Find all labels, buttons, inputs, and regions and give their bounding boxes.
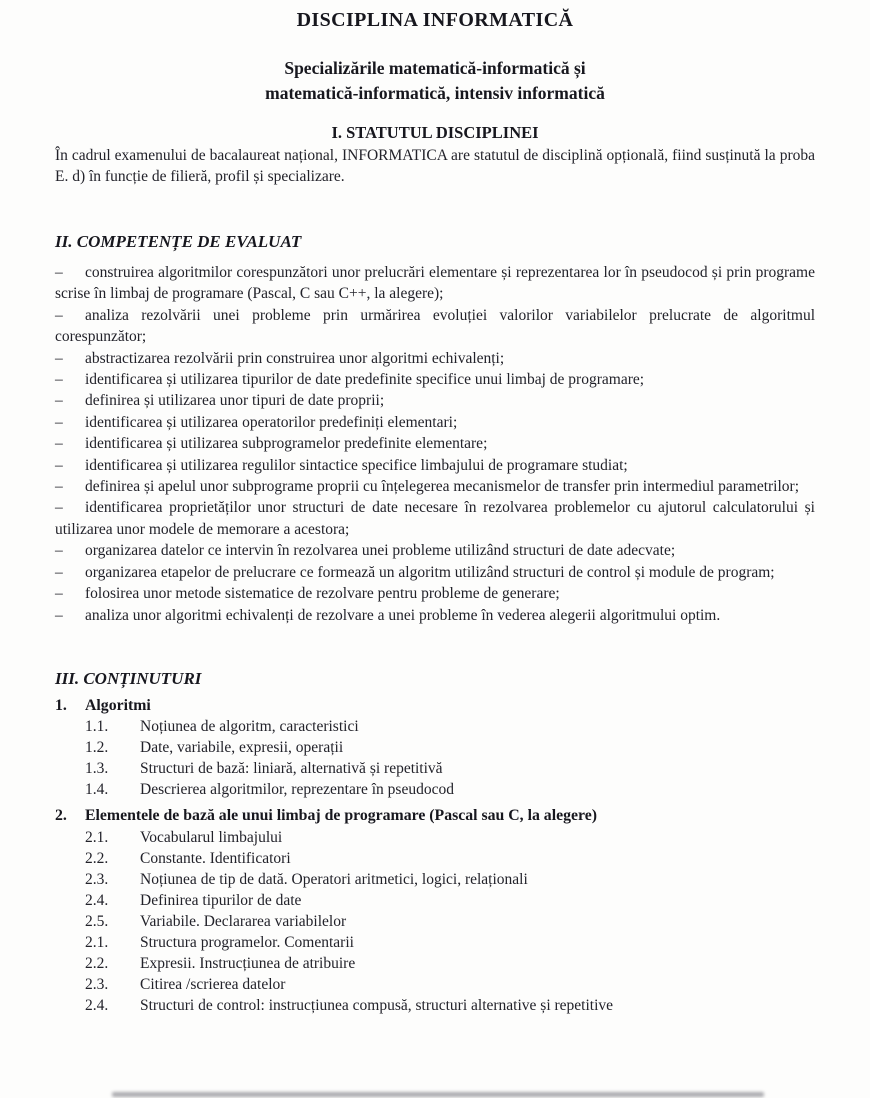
- subtopic-number: 1.2.: [85, 739, 109, 757]
- subtopic-number: 2.1.: [85, 933, 109, 951]
- competence-text: identificarea și utilizarea regulilor sintactice specifice limbajului de programare studiat;: [85, 456, 628, 474]
- competence-text: organizarea etapelor de prelucrare ce formează un algoritm utilizând structuri de control și module de program;: [85, 563, 775, 581]
- subtopic-text: Constante. Identificatori: [140, 849, 291, 867]
- subtopic-number: 1.3.: [85, 760, 109, 778]
- subtopic-number: 2.4.: [85, 996, 109, 1014]
- competence-item: [55, 348, 815, 369]
- subtopic-text: Structura programelor. Comentarii: [140, 933, 354, 951]
- competence-item: [55, 369, 815, 390]
- section-3-heading: III. CONȚINUTURI: [55, 668, 202, 688]
- dash-marker: –: [55, 264, 63, 281]
- subtopic-item: [55, 932, 815, 953]
- subtopic-item: [55, 890, 815, 911]
- competence-text: analiza rezolvării unei probleme prin urmărirea evoluției valorilor variabilelor prelucrate de algoritmul corespunzător;: [55, 306, 815, 346]
- topic-elemente-limbaj: [55, 805, 815, 827]
- dash-marker: –: [55, 606, 63, 624]
- competence-item: [55, 583, 815, 604]
- competence-item: [55, 605, 815, 626]
- subtopic-text: Noțiunea de tip de dată. Operatori aritmetici, logici, relaționali: [140, 870, 528, 888]
- dash-marker: –: [55, 478, 63, 496]
- competence-item: [55, 433, 815, 454]
- dash-marker: –: [55, 499, 63, 517]
- competence-text: definirea și utilizarea unor tipuri de date proprii;: [85, 392, 385, 410]
- competence-item: [55, 455, 815, 476]
- competence-item: [55, 562, 815, 583]
- competence-item: [55, 497, 815, 540]
- competence-text: construirea algoritmilor corespunzători unor prelucrări elementare și reprezentarea lor în pseudocod și prin programe scrise în limbaj de programare (Pascal, C sau C++, la alegere);: [55, 264, 815, 303]
- competence-text: organizarea datelor ce intervin în rezolvarea unei probleme utilizând structuri de date adecvate;: [85, 542, 676, 560]
- subtopic-number: 2.4.: [85, 891, 109, 909]
- subtopic-text: Structuri de bază: liniară, alternativă și repetitivă: [140, 760, 443, 778]
- subtopic-number: 2.2.: [85, 849, 109, 867]
- cutoff-text-smudge: [112, 1092, 764, 1097]
- competence-text: definirea și apelul unor subprograme proprii cu înțelegerea mecanismelor de transfer prin intermediul parametrilor;: [85, 478, 800, 496]
- subtopic-number: 2.1.: [85, 828, 109, 846]
- dash-marker: –: [55, 349, 63, 367]
- dash-marker: –: [55, 456, 63, 474]
- subtopic-text: Expresii. Instrucțiunea de atribuire: [140, 954, 356, 972]
- dash-marker: –: [55, 585, 63, 603]
- competence-text: analiza unor algoritmi echivalenți de rezolvare a unei probleme în vederea alegerii algoritmului optim.: [85, 606, 721, 624]
- topic-number: 1.: [55, 696, 67, 714]
- dash-marker: –: [55, 392, 63, 410]
- dash-marker: –: [55, 435, 63, 453]
- subtopic-text: Variabile. Declararea variabilelor: [140, 912, 347, 930]
- dash-marker: –: [55, 306, 63, 324]
- document-subtitle: [55, 56, 815, 106]
- subtopic-item: [55, 953, 815, 974]
- competences-list: [55, 262, 815, 626]
- competence-text: identificarea și utilizarea tipurilor de date predefinite specifice unui limbaj de programare;: [85, 371, 645, 389]
- subtopic-number: 1.1.: [85, 718, 109, 736]
- section-1-paragraph: În cadrul examenului de bacalaureat național, INFORMATICA are statutul de disciplină opțională, fiind susținută la proba E. d) în funcție de filieră, profil și specializare.: [55, 147, 815, 185]
- subtopic-item: [55, 716, 815, 737]
- subtopic-item: [55, 869, 815, 890]
- competence-text: identificarea și utilizarea subprogramelor predefinite elementare;: [85, 435, 488, 453]
- subtopic-text: Descrierea algoritmilor, reprezentare în pseudocod: [140, 781, 454, 799]
- subtopic-text: Structuri de control: instrucțiunea compusă, structuri alternative și repetitive: [140, 996, 614, 1014]
- subtopic-number: 2.3.: [85, 975, 109, 993]
- topic-number: 2.: [55, 807, 67, 825]
- dash-marker: –: [55, 371, 63, 389]
- section-1-heading: I. STATUTUL DISCIPLINEI: [331, 123, 539, 142]
- section-2-heading: II. COMPETENȚE DE EVALUAT: [55, 232, 302, 251]
- subtopic-item: [55, 779, 815, 800]
- competence-item: [55, 476, 815, 497]
- subtopic-item: [55, 758, 815, 779]
- subtopic-item: [55, 737, 815, 758]
- subtopic-text: Date, variabile, expresii, operații: [140, 739, 344, 757]
- subtopic-item: [55, 911, 815, 932]
- subtopic-item: [55, 848, 815, 869]
- subtopic-text: Vocabularul limbajului: [140, 828, 283, 846]
- subtopic-number: 2.5.: [85, 912, 109, 930]
- subtitle-line-1: Specializările matematică-informatică și: [284, 58, 586, 78]
- dash-marker: –: [55, 542, 63, 560]
- subtopic-item: [55, 974, 815, 995]
- competence-text: identificarea și utilizarea operatorilor predefiniți elementari;: [85, 413, 458, 431]
- subtopic-item: [55, 995, 815, 1016]
- competence-item: [55, 390, 815, 411]
- competence-text: abstractizarea rezolvării prin construirea unor algoritmi echivalenți;: [85, 349, 505, 367]
- subtopic-number: 1.4.: [85, 781, 109, 799]
- topic-algoritmi: [55, 695, 815, 717]
- topic-title: Algoritmi: [85, 696, 151, 714]
- competence-text: folosirea unor metode sistematice de rezolvare pentru probleme de generare;: [85, 585, 560, 603]
- dash-marker: –: [55, 563, 63, 581]
- competence-item: [55, 412, 815, 433]
- subtopic-number: 2.2.: [85, 954, 109, 972]
- subtopic-item: [55, 827, 815, 848]
- competence-item: [55, 305, 815, 348]
- competence-text: identificarea proprietăților unor structuri de date necesare în rezolvarea problemelor cu ajutorul calculatorului și utilizarea unor modele de memorare a acestora;: [55, 499, 815, 538]
- competence-item: [55, 262, 815, 305]
- subtopic-text: Definirea tipurilor de date: [140, 891, 302, 909]
- competence-item: [55, 540, 815, 561]
- dash-marker: –: [55, 413, 63, 431]
- subtopic-number: 2.3.: [85, 870, 109, 888]
- subtopic-text: Citirea /scrierea datelor: [140, 975, 286, 993]
- subtitle-line-2: matematică-informatică, intensiv informatică: [265, 83, 605, 103]
- document-title: DISCIPLINA INFORMATICĂ: [296, 9, 574, 31]
- topic-title: Elementele de bază ale unui limbaj de programare (Pascal sau C, la alegere): [85, 807, 598, 825]
- contents-list: [55, 695, 815, 1016]
- subtopic-text: Noțiunea de algoritm, caracteristici: [140, 718, 359, 736]
